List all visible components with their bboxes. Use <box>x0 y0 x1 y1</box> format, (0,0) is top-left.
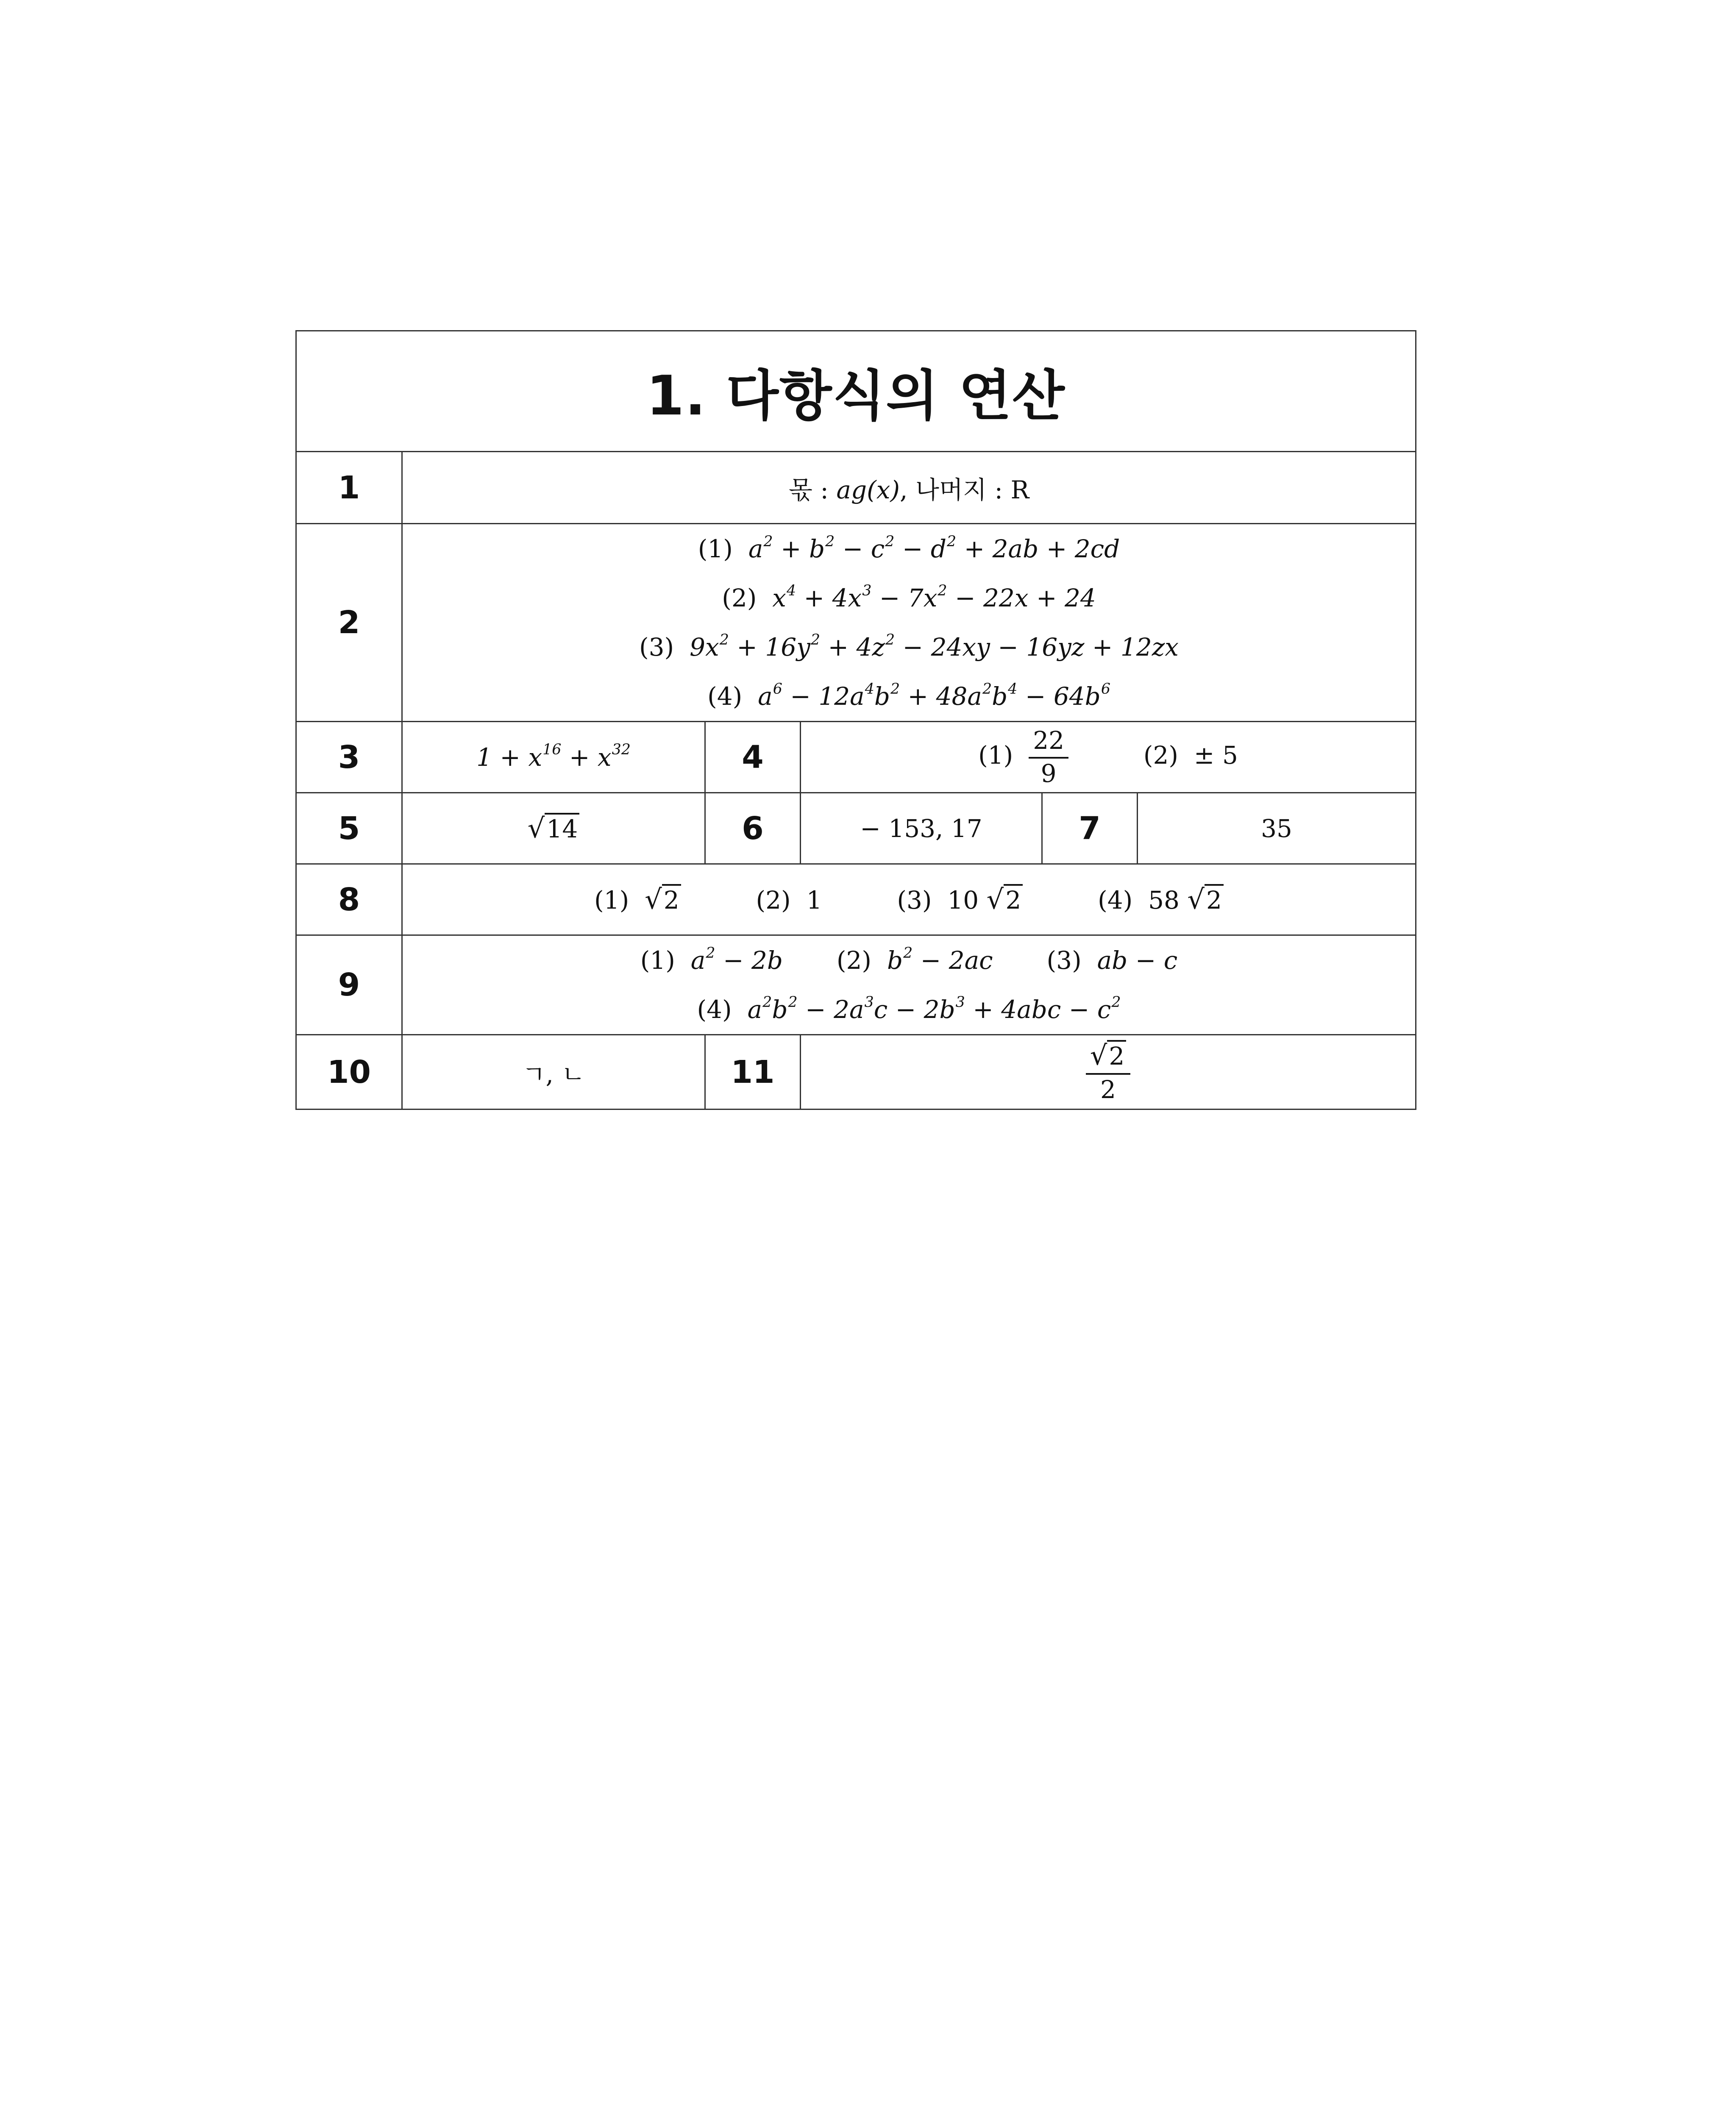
question-number: 5 <box>296 793 402 864</box>
part-tag: (1) <box>978 740 1013 770</box>
part-tag: (1) <box>698 534 733 563</box>
colon: : <box>812 475 837 504</box>
answer-4 <box>801 722 1416 793</box>
part-tag: (3) <box>639 633 674 662</box>
comma: , <box>900 475 915 504</box>
expression: $9x^2 + 16y^2 + 4z^2 - 24xy - 16yz + 12zx$ <box>690 631 1179 662</box>
question-number: 2 <box>296 524 402 722</box>
answer-row-5-7 <box>296 793 1416 864</box>
question-number: 3 <box>296 722 402 793</box>
expression: $x^4 + 4x^3 - 7x^2 - 22x + 24$ <box>772 582 1096 612</box>
answer-row-2 <box>296 524 1416 722</box>
question-number: 6 <box>705 793 801 864</box>
answer-10: ㄱ, ㄴ <box>402 1035 705 1110</box>
question-number: 1 <box>296 452 402 524</box>
question-number: 4 <box>705 722 801 793</box>
square-root: √2 <box>645 884 681 915</box>
remainder-value: R <box>1010 475 1029 504</box>
colon: : <box>987 475 1011 504</box>
part-tag: (2) <box>756 885 791 915</box>
answer-6: − 153, 17 <box>801 793 1042 864</box>
answer-line: (4) $a^2b^2 - 2a^3c - 2b^3 + 4abc - c^2$ <box>697 993 1121 1024</box>
square-root: √2 <box>987 884 1023 915</box>
fraction: $\frac{√2}{2}$ <box>1086 1041 1131 1104</box>
page-title: 1. 다항식의 연산 <box>296 331 1416 452</box>
part-tag: (1) <box>594 885 629 915</box>
square-root: √2 <box>1090 1041 1127 1071</box>
part-tag: (4) <box>1098 885 1133 915</box>
question-number: 9 <box>296 935 402 1035</box>
quotient-value: ag(x) <box>836 475 900 504</box>
part-tag: (3) <box>897 885 932 915</box>
answer-row-1 <box>296 452 1416 524</box>
square-root: √14 <box>528 813 579 844</box>
question-number: 8 <box>296 864 402 935</box>
answer-5 <box>402 793 705 864</box>
quotient-label: 몫 <box>788 475 812 504</box>
expression: $a^2 + b^2 - c^2 - d^2 + 2ab + 2cd$ <box>748 533 1120 563</box>
part-tag: (4) <box>697 995 732 1024</box>
answer-row-9 <box>296 935 1416 1035</box>
part-tag: (1) <box>640 946 675 975</box>
part-tag: (2) <box>1143 740 1179 770</box>
answer-line <box>403 623 1415 672</box>
answer-value: ± 5 <box>1194 740 1238 770</box>
fraction: $\frac{22}{9}$ <box>1029 727 1068 787</box>
remainder-label: 나머지 <box>915 475 987 504</box>
answer-line: (1) $a^2 - 2b$ (2) $b^2 - 2ac$ (3) ab − c <box>640 944 1178 975</box>
answer-2 <box>402 524 1416 722</box>
part-tag: (3) <box>1046 946 1082 975</box>
answer-table <box>295 330 1416 1110</box>
question-number: 11 <box>705 1035 801 1110</box>
answer-7: 35 <box>1138 793 1416 864</box>
answer-8: (1) √2 (2) 1 (3) 10 √2 (4) 58 √2 <box>402 864 1416 935</box>
part-tag: (2) <box>722 584 757 612</box>
question-number: 7 <box>1042 793 1138 864</box>
question-number: 10 <box>296 1035 402 1110</box>
answer-line <box>403 672 1415 721</box>
answer-row-8 <box>296 864 1416 935</box>
answer-row-10-11 <box>296 1035 1416 1110</box>
part-tag: (2) <box>836 946 872 975</box>
answer-11 <box>801 1035 1416 1110</box>
answer-1 <box>402 452 1416 524</box>
answer-3: $1 + x^{16} + x^{32}$ <box>402 722 705 793</box>
answer-row-3-4 <box>296 722 1416 793</box>
answer-value: 1 <box>806 885 822 915</box>
square-root: √2 <box>1187 884 1224 915</box>
answer-line <box>403 573 1415 623</box>
answer-line <box>403 524 1415 573</box>
part-tag: (4) <box>707 682 743 711</box>
expression: $a^6 - 12a^4b^2 + 48a^2b^4 - 64b^6$ <box>758 680 1110 711</box>
answer-9 <box>402 935 1416 1035</box>
